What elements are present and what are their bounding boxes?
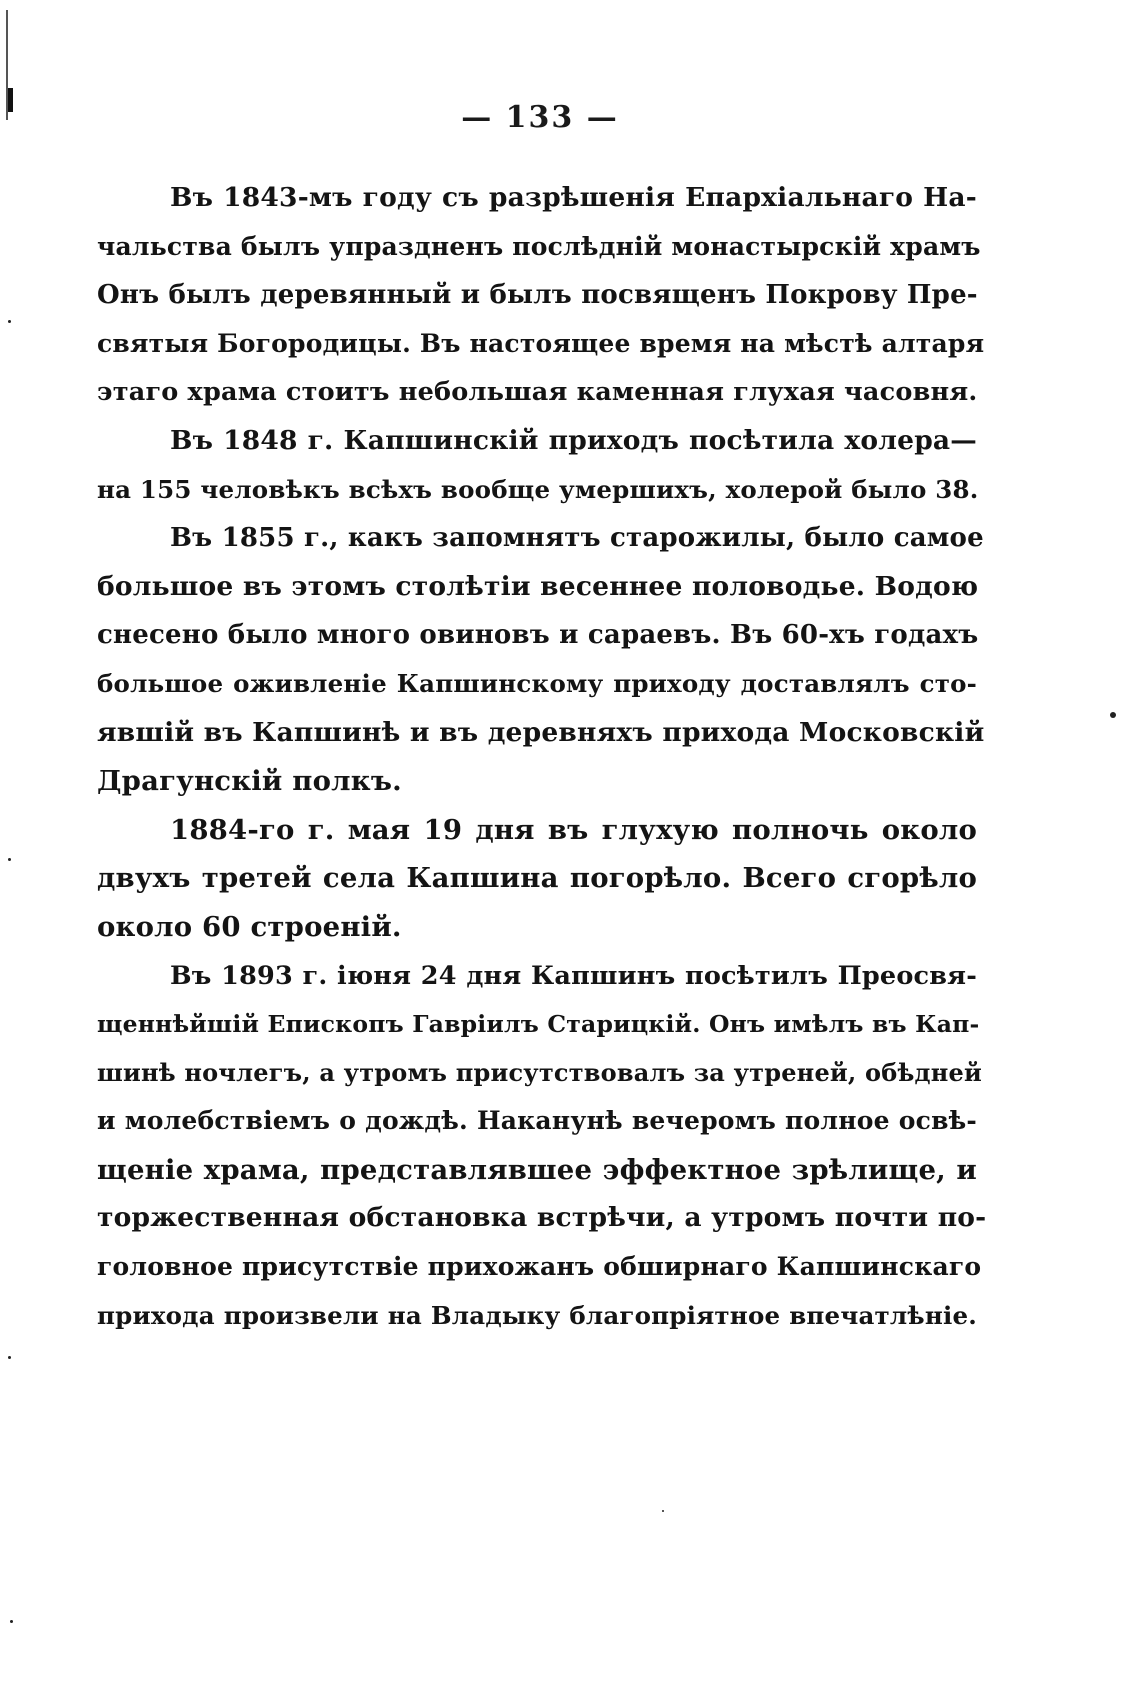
text-line: Драгунскій полкъ.	[97, 765, 402, 798]
text-line: торжественная обстановка встрѣчи, а утромъ почти по-	[97, 1202, 987, 1234]
text-line: и молебствіемъ о дождѣ. Наканунѣ вечеромъ полное освѣ-	[97, 1106, 977, 1136]
paragraph-4	[97, 806, 977, 952]
text-line: большое оживленіе Капшинскому приходу доставлялъ сто-	[97, 668, 977, 698]
text-line: большое въ этомъ столѣтіи весеннее половодье. Водою	[97, 570, 979, 602]
paragraph-2	[97, 417, 977, 514]
paragraph-1	[97, 174, 985, 417]
text-line: снесено было много овиновъ и сараевъ. Въ 60-хъ годахъ	[97, 620, 979, 651]
text-line: 1884-го г. мая 19 дня въ глухую полночь около	[170, 813, 977, 846]
text-line: головное присутствіе прихожанъ обширнаго Капшинскаго	[97, 1252, 982, 1282]
text-line: этаго храма стоитъ небольшая каменная глухая часовня.	[97, 377, 978, 408]
scan-speck	[10, 1620, 13, 1623]
text-line: Въ 1855 г., какъ запомнятъ старожилы, было самое	[170, 523, 984, 554]
body-text	[97, 174, 987, 1340]
text-line: около 60 строеній.	[97, 910, 402, 943]
text-line: явшій въ Капшинѣ и въ деревняхъ прихода Московскій	[97, 716, 985, 748]
paragraph-3	[97, 514, 985, 806]
text-line: на 155 человѣкъ всѣхъ вообще умершихъ, холерой было 38.	[97, 474, 979, 504]
paragraph-5	[97, 952, 987, 1341]
text-line: щеннѣйшій Епископъ Гавріилъ Старицкій. Онъ имѣлъ въ Кап-	[97, 1010, 980, 1039]
scan-speck	[8, 858, 11, 861]
scan-speck	[8, 320, 11, 323]
text-line: шинѣ ночлегъ, а утромъ присутствовалъ за утреней, обѣдней	[97, 1057, 982, 1087]
text-line: Въ 1848 г. Капшинскій приходъ посѣтила холера—	[170, 424, 977, 456]
text-line: щеніе храма, представлявшее эффектное зрѣлище, и	[97, 1153, 977, 1186]
text-line: прихода произвели на Владыку благопріятное впечатлѣніе.	[97, 1300, 977, 1330]
text-line: чальства былъ упраздненъ послѣдній монастырскій храмъ	[97, 231, 981, 261]
page-number: — 133 —	[461, 100, 619, 135]
text-line: Въ 1843-мъ году съ разрѣшенія Епархіальнаго На-	[170, 182, 977, 213]
text-line: святыя Богородицы. Въ настоящее время на мѣстѣ алтаря	[97, 328, 985, 358]
text-line: Въ 1893 г. іюня 24 дня Капшинъ посѣтилъ Преосвя-	[170, 960, 977, 991]
scan-speck	[8, 1356, 11, 1359]
text-line: двухъ третей села Капшина погорѣло. Всего сгорѣло	[97, 862, 977, 895]
scan-speck	[662, 1510, 664, 1512]
text-line: Онъ былъ деревянный и былъ посвященъ Покрову Пре-	[97, 280, 978, 311]
scan-speck	[1110, 712, 1116, 718]
